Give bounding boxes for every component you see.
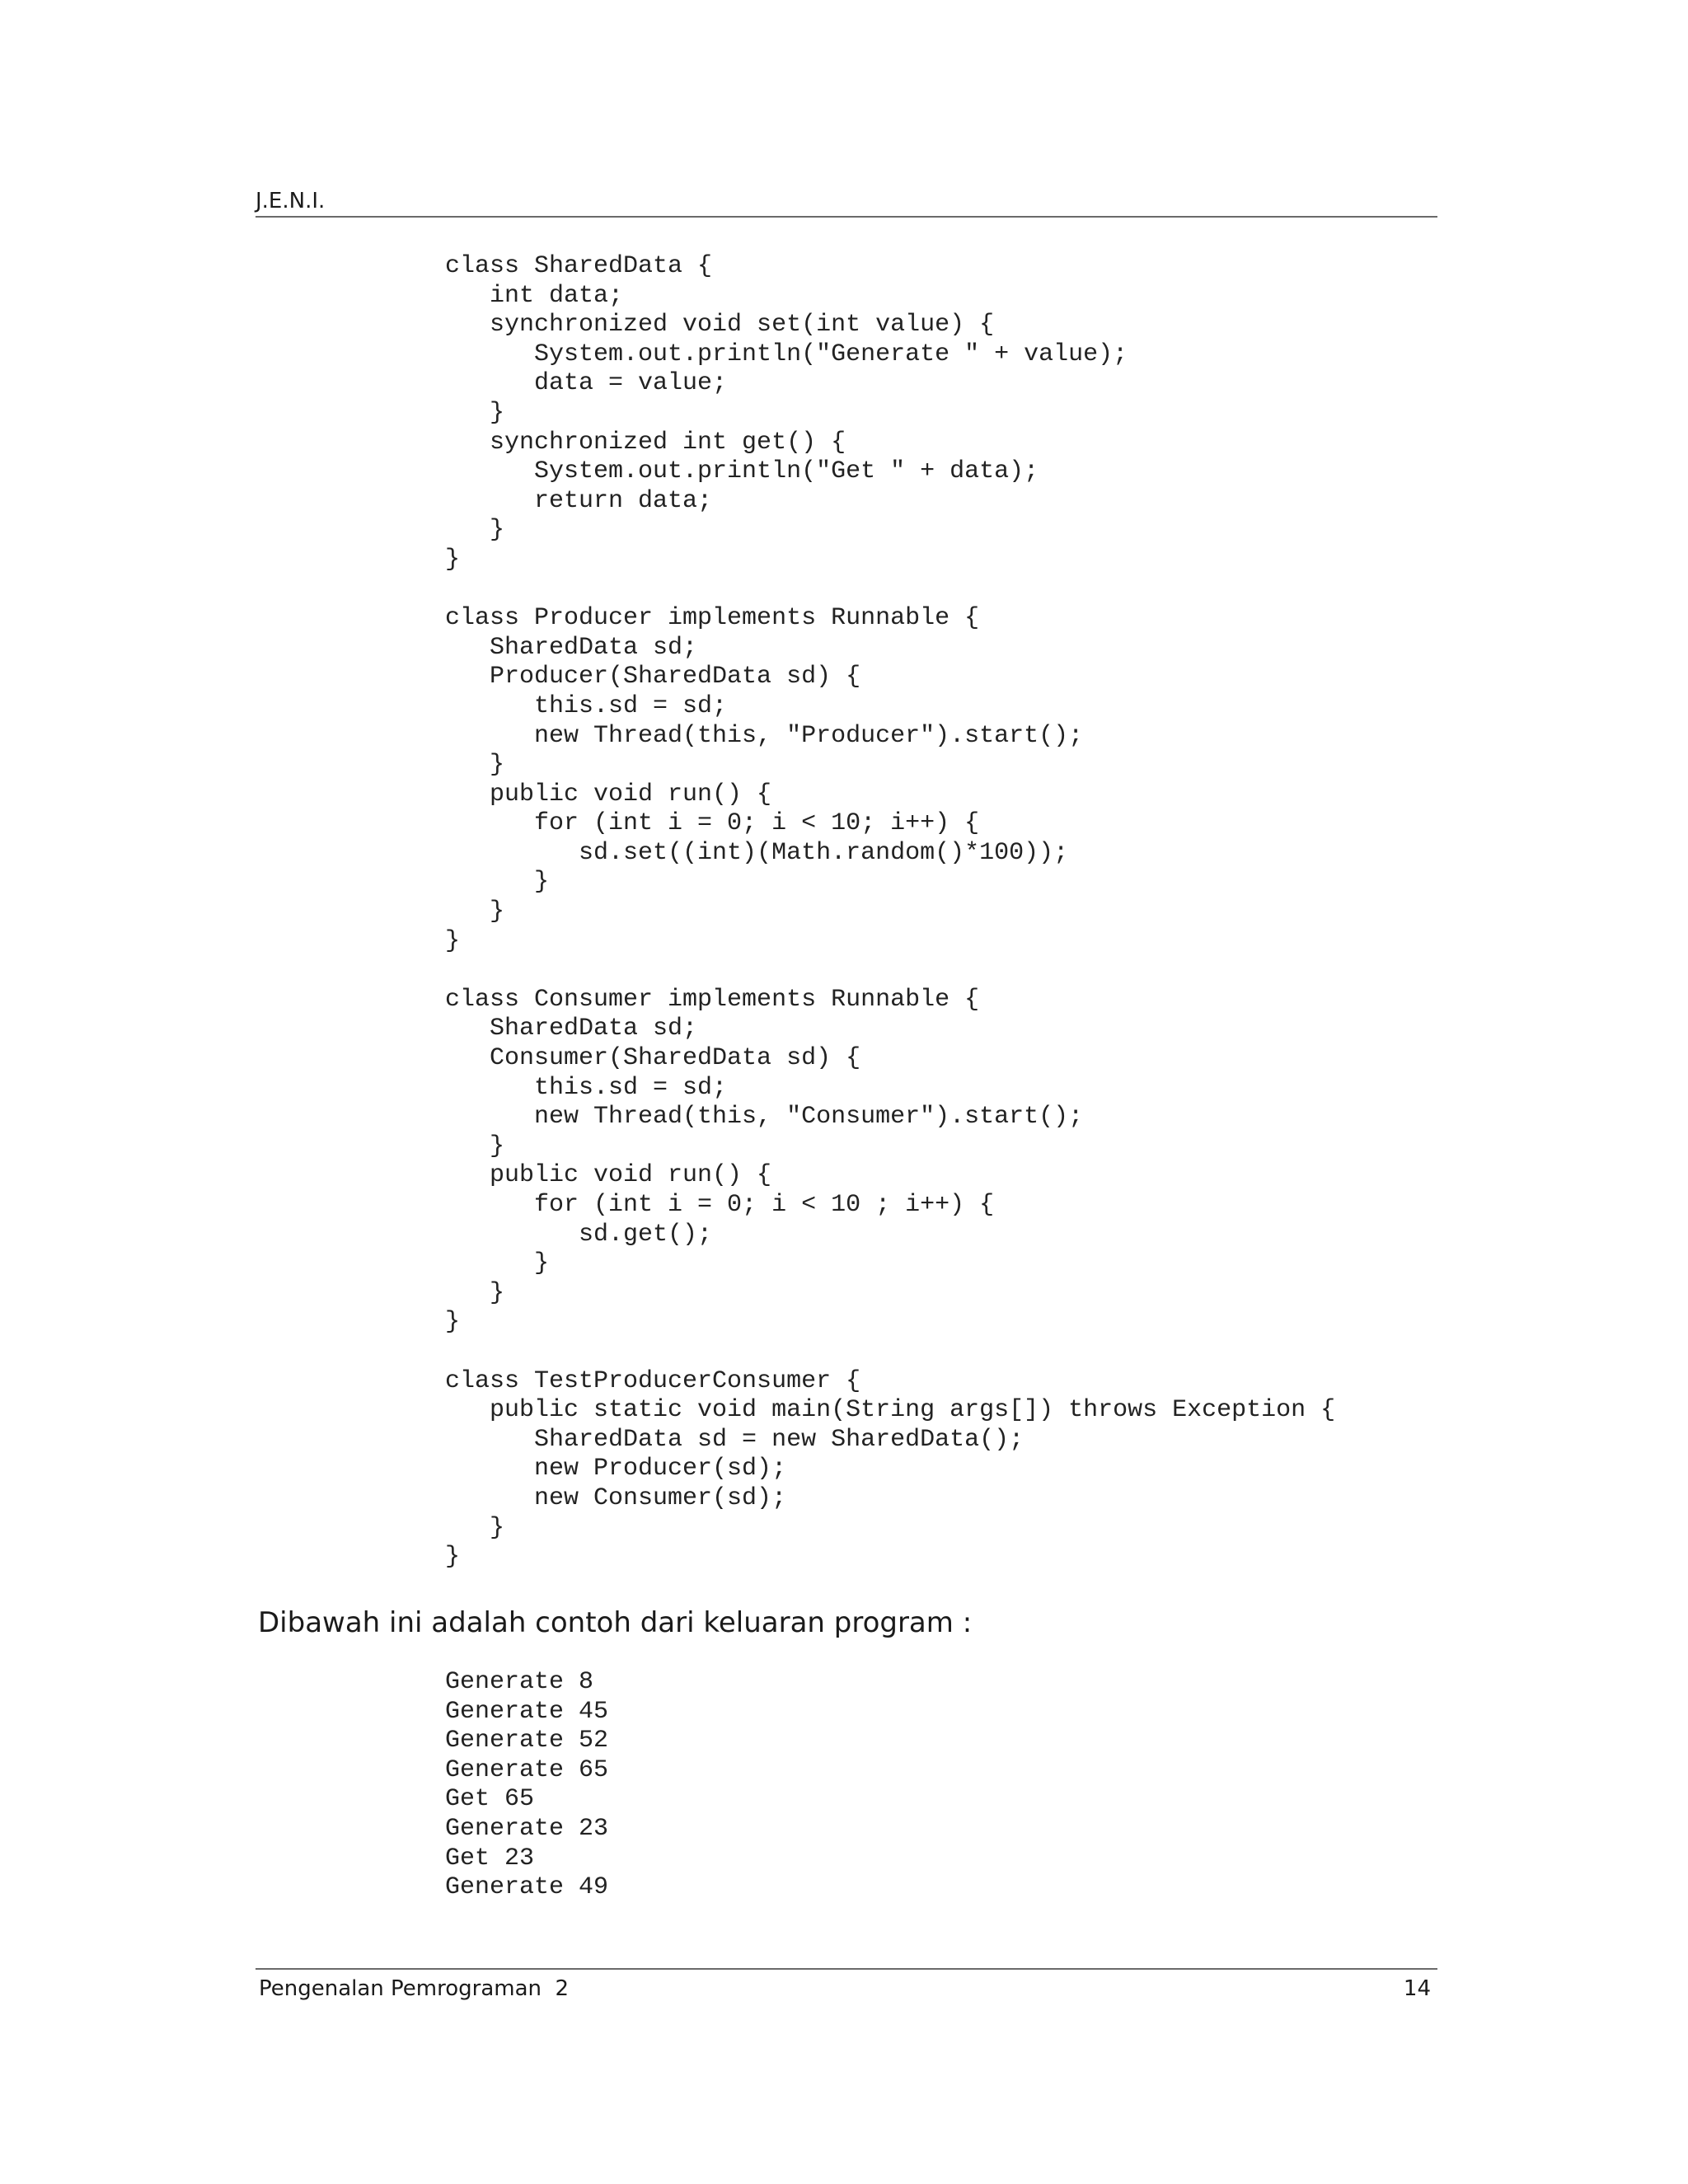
output-line: Generate 49 [445,1873,609,1902]
program-output-listing [445,1668,608,1903]
footer-title: Pengenalan Pemrograman 2 [259,1976,570,2001]
code-line [445,956,1335,986]
code-line: sd.get(); [445,1220,713,1249]
code-line: } [445,1513,505,1542]
code-line: SharedData sd; [445,633,698,662]
code-line: SharedData sd = new SharedData(); [445,1425,1025,1454]
output-line: Generate 52 [445,1727,609,1755]
code-line: Producer(SharedData sd) { [445,663,861,691]
output-line: Get 65 [445,1785,535,1814]
code-line: } [445,398,505,427]
code-line: } [445,1278,505,1307]
code-line: int data; [445,281,624,310]
code-line: public static void main(String args[]) throws Exception { [445,1396,1336,1425]
code-line: this.sd = sd; [445,1073,728,1102]
code-line: } [445,1308,461,1337]
output-intro-text: Dibawah ini adalah contoh dari keluaran program : [258,1606,973,1639]
code-line: new Producer(sd); [445,1455,787,1483]
code-line: System.out.println("Get " + data); [445,457,1039,486]
code-line: public void run() { [445,1161,772,1190]
output-line: Generate 65 [445,1755,609,1784]
code-line: } [445,926,461,955]
code-line: } [445,1249,550,1278]
code-line: synchronized int get() { [445,428,846,457]
code-line: public void run() { [445,780,772,808]
page-header [256,186,1437,218]
code-line: Consumer(SharedData sd) { [445,1044,861,1073]
code-line: sd.set((int)(Math.random()*100)); [445,838,1069,867]
output-line: Get 23 [445,1844,535,1872]
code-line: } [445,1543,461,1572]
code-line: this.sd = sd; [445,691,728,720]
code-line: System.out.println("Generate " + value); [445,340,1128,368]
code-line: } [445,1132,505,1160]
code-line: synchronized void set(int value) { [445,311,995,340]
code-line: class Producer implements Runnable { [445,604,980,633]
code-line: new Thread(this, "Producer").start(); [445,721,1084,750]
code-line: } [445,868,550,897]
code-line [445,1338,1335,1367]
page-footer [256,1968,1437,2011]
code-line: for (int i = 0; i < 10 ; i++) { [445,1191,995,1219]
output-line: Generate 23 [445,1814,609,1843]
code-line: class SharedData { [445,252,713,280]
code-line: } [445,898,505,926]
code-line: for (int i = 0; i < 10; i++) { [445,809,980,838]
code-line: } [445,751,505,780]
code-line: } [445,545,461,574]
code-line: new Thread(this, "Consumer").start(); [445,1103,1084,1132]
output-line: Generate 45 [445,1697,609,1726]
code-line: new Consumer(sd); [445,1483,787,1512]
code-line: data = value; [445,369,728,398]
code-listing [445,252,1335,1572]
output-line: Generate 8 [445,1668,594,1696]
code-line [445,575,1335,605]
header-title: J.E.N.I. [256,189,326,213]
code-line: class Consumer implements Runnable { [445,985,980,1014]
code-line: class TestProducerConsumer { [445,1366,861,1395]
code-line: } [445,516,505,545]
code-line: return data; [445,486,713,515]
page-number: 14 [1403,1976,1431,2001]
code-line: SharedData sd; [445,1015,698,1043]
